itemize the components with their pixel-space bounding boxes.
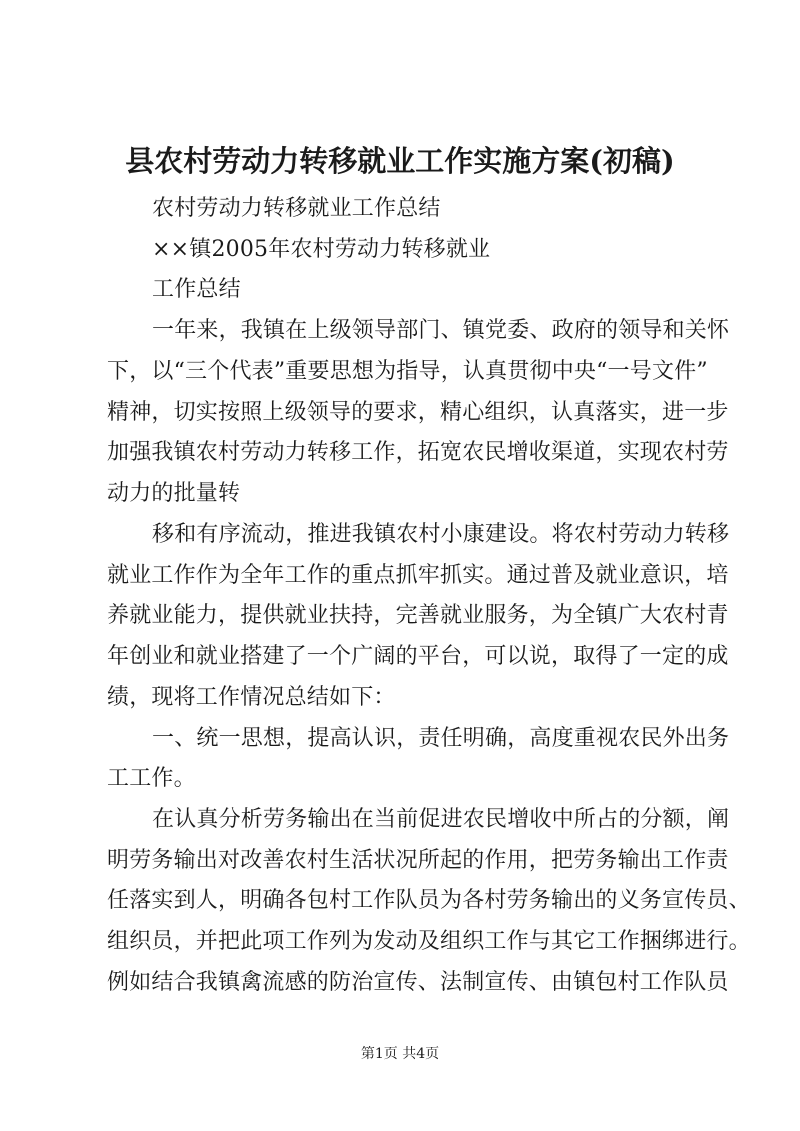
paragraph-line: 就业工作作为全年工作的重点抓牢抓实。通过普及就业意识，培	[107, 563, 729, 588]
paragraph-line: 组织员，并把此项工作列为发动及组织工作与其它工作捆绑进行。	[107, 929, 751, 954]
paragraph-line: 移和有序流动，推进我镇农村小康建设。将农村劳动力转移	[152, 522, 730, 547]
page-number-footer: 第1页 共4页	[360, 1046, 440, 1062]
paragraph-line: 加强我镇农村劳动力转移工作，拓宽农民增收渠道，实现农村劳	[107, 440, 729, 465]
paragraph-line: 明劳务输出对改善农村生活状况所起的作用，把劳务输出工作责	[107, 848, 729, 873]
paragraph-line: 例如结合我镇禽流感的防治宣传、法制宣传、由镇包村工作队员	[107, 970, 729, 995]
document-title: 县农村劳动力转移就业工作实施方案(初稿)	[125, 144, 675, 178]
paragraph-line: 养就业能力，提供就业扶持，完善就业服务，为全镇广大农村青	[107, 603, 729, 628]
paragraph-line: 年创业和就业搭建了一个广阔的平台，可以说，取得了一定的成	[107, 644, 729, 669]
section-heading-line: 一、统一思想，提高认识，责任明确，高度重视农民外出务	[152, 726, 730, 751]
subtitle-line: 农村劳动力转移就业工作总结	[152, 196, 441, 221]
paragraph-line: 下，以“三个代表”重要思想为指导，认真贯彻中央“一号文件”	[107, 359, 708, 384]
paragraph-line: 任落实到人，明确各包村工作队员为各村劳务输出的义务宣传员、	[107, 888, 751, 913]
paragraph-line: 动力的批量转	[107, 481, 241, 506]
paragraph-line: 精神，切实按照上级领导的要求，精心组织，认真落实，进一步	[107, 400, 729, 425]
subtitle-line: 工作总结	[152, 277, 241, 302]
paragraph-line: 在认真分析劳务输出在当前促进农民增收中所占的分额，阐	[152, 807, 730, 832]
section-heading-line: 工工作。	[107, 766, 196, 791]
subtitle-line: ××镇2005年农村劳动力转移就业	[152, 237, 491, 262]
paragraph-line: 一年来，我镇在上级领导部门、镇党委、政府的领导和关怀	[152, 318, 730, 343]
paragraph-line: 绩，现将工作情况总结如下：	[107, 685, 396, 710]
